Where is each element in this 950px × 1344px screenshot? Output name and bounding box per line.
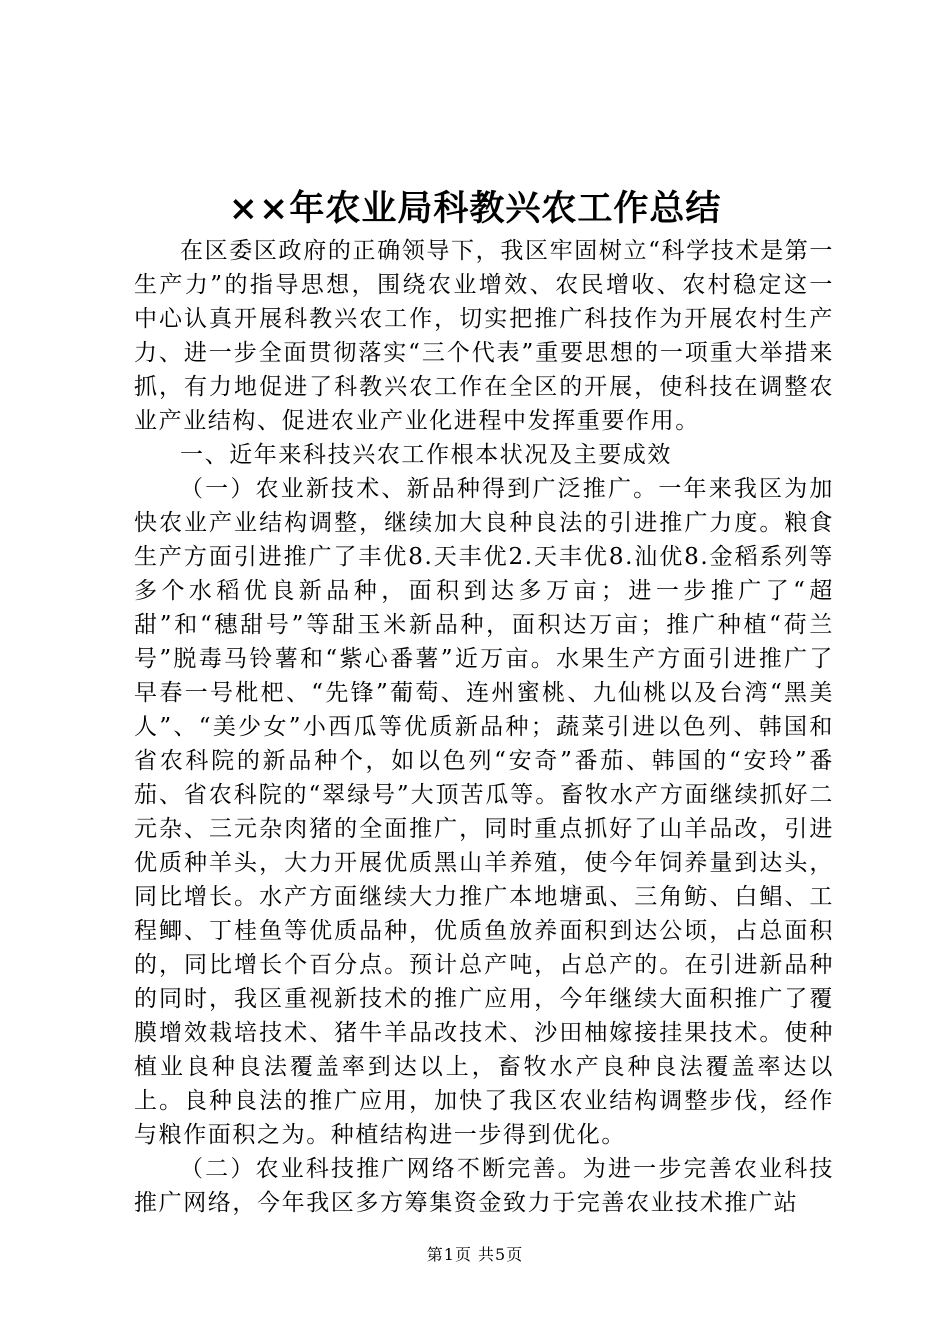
intro-paragraph: 在区委区政府的正确领导下，我区牢固树立“科学技术是第一生产力”的指导思想，围绕农业增效、农民增收、农村稳定这一中心认真开展科教兴农工作，切实把推广科技作为开展农村生产力、进一步全面贯彻落实“三个代表”重要思想的一项重大举措来抓，有力地促进了科教兴农工作在全区的开展，使科技在调整农业产业结构、促进农业产业化进程中发挥重要作用。: [134, 238, 834, 434]
document-title: ××年农业局科教兴农工作总结: [228, 188, 722, 229]
subsection-1-paragraph: （一）农业新技术、新品种得到广泛推广。一年来我区为加快农业产业结构调整，继续加大良种良法的引进推广力度。粮食生产方面引进推广了丰优8.天丰优2.天丰优8.汕优8.金稻系列等多个水稻优良新品种，面积到达多万亩；进一步推广了“超甜”和“穗甜号”等甜玉米新品种，面积达万亩；推广种植“荷兰号”脱毒马铃薯和“紫心番薯”近万亩。水果生产方面引进推广了早春一号枇杷、“先锋”葡萄、连州蜜桃、九仙桃以及台湾“黑美人”、“美少女”小西瓜等优质新品种；蔬菜引进以色列、韩国和省农科院的新品种个，如以色列“安奇”番茄、韩国的“安玲”番茄、省农科院的“翠绿号”大顶苦瓜等。畜牧水产方面继续抓好二元杂、三元杂肉猪的全面推广，同时重点抓好了山羊品改，引进优质种羊头，大力开展优质黑山羊养殖，使今年饲养量到达头，同比增长。水产方面继续大力推广本地塘虱、三角鲂、白鲳、工程鲫、丁桂鱼等优质品种，优质鱼放养面积到达公顷，占总面积的，同比增长个百分点。预计总产吨，占总产的。在引进新品种的同时，我区重视新技术的推广应用，今年继续大面积推广了覆膜增效栽培技术、猪牛羊品改技术、沙田柚嫁接挂果技术。使种植业良种良法覆盖率到达以上，畜牧水产良种良法覆盖率达以上。良种良法的推广应用，加快了我区农业结构调整步伐，经作与粮作面积之为。种植结构进一步得到优化。: [134, 476, 834, 1148]
subsection-2-paragraph: （二）农业科技推广网络不断完善。为进一步完善农业科技推广网络，今年我区多方筹集资金致力于完善农业技术推广站: [134, 1156, 834, 1216]
page-number-footer: 第1页 共5页: [426, 1245, 524, 1264]
document-body: [134, 234, 834, 1220]
section-heading-1: 一、近年来科技兴农工作根本状况及主要成效: [180, 442, 672, 468]
